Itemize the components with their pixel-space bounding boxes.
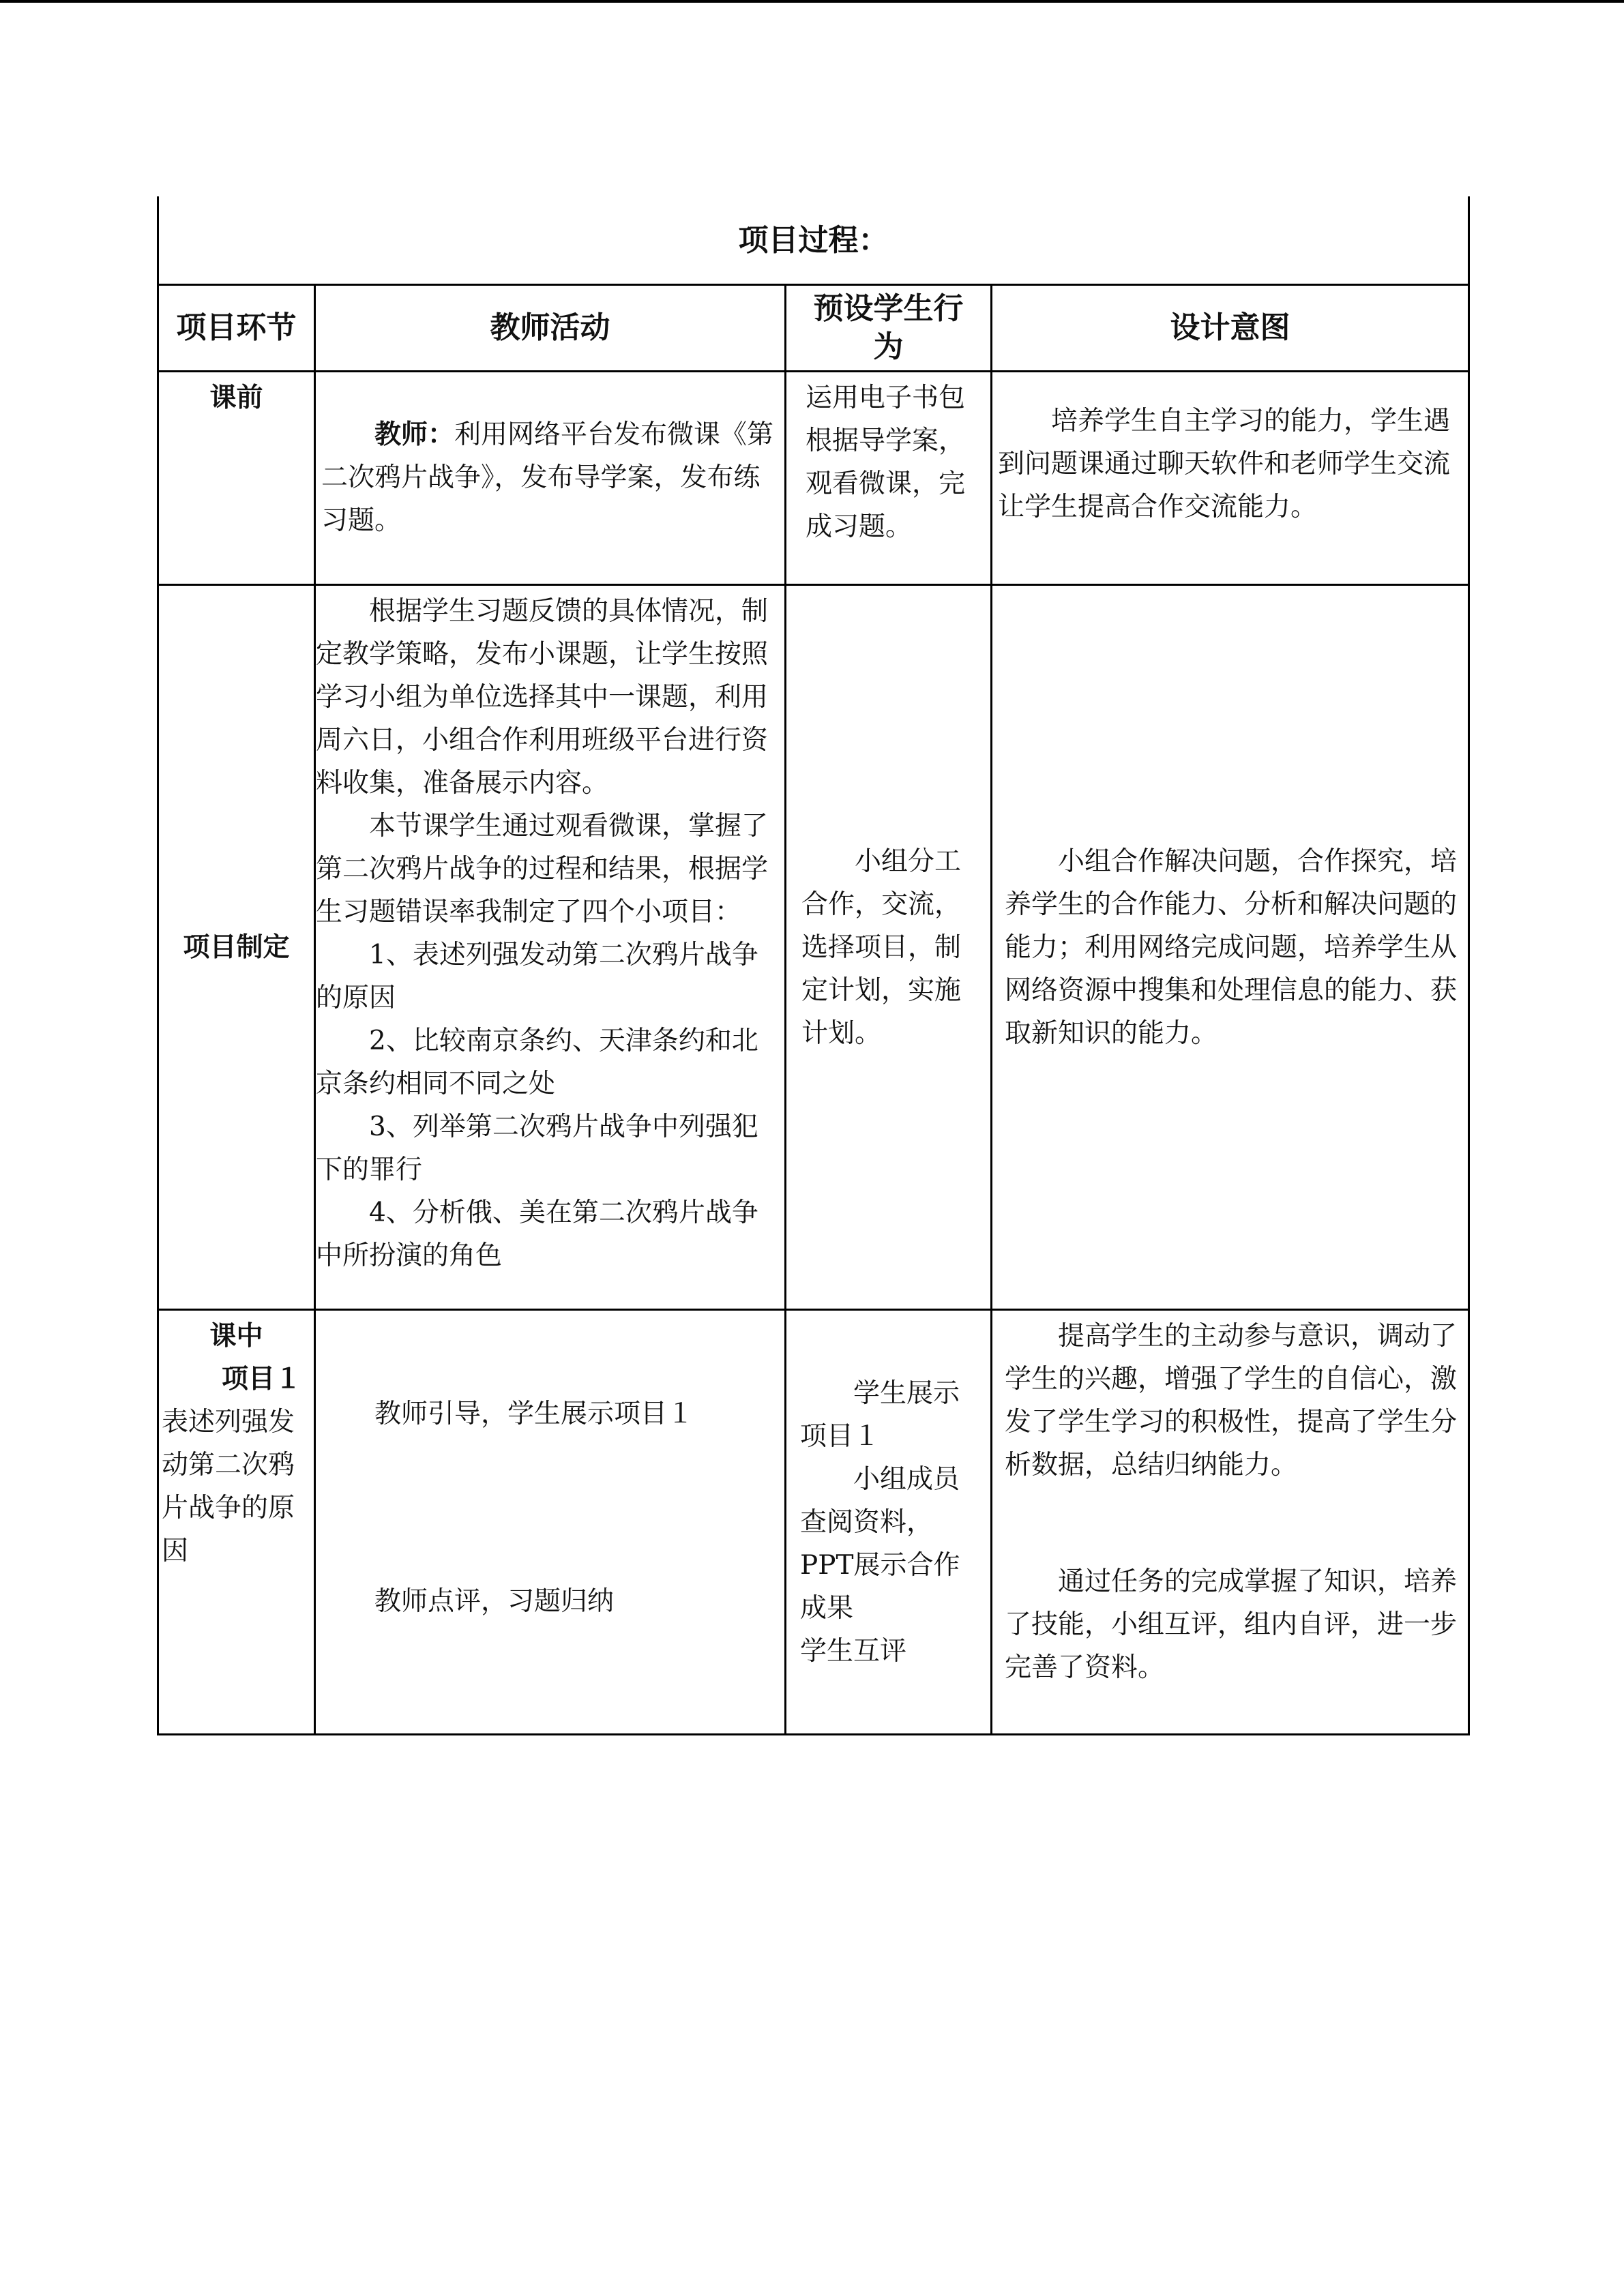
stage-cell [158,1310,315,1735]
teacher-cell [315,372,786,585]
table-title: 项目过程： [158,196,1469,285]
header-student-behavior: 预设学生行 为 [786,285,992,372]
header-stage: 项目环节 [158,285,315,372]
student-cell [786,1310,992,1735]
title-row [158,196,1469,285]
project-item-1: 1、表述列强发动第二次鸦片战争的原因 [316,940,758,1013]
intent-text: 小组合作解决问题，合作探究，培养学生的合作能力、分析和解决问题的能力；利用网络完成问题，培养学生从网络资源中搜集和处理信息的能力、获取新知识的能力。 [1005,846,1458,1049]
stage-label-line-2: 项目１ [222,1364,302,1395]
project-item-4: 4、分析俄、美在第二次鸦片战争中所扮演的角色 [316,1197,758,1271]
teacher-paragraph-2: 本节课学生通过观看微课，掌握了第二次鸦片战争的过程和结果，根据学生习题错误率我制定了四个小项目： [316,811,769,927]
teacher-guide-text: 教师引导，学生展示项目１ [374,1399,694,1429]
teacher-cell [315,1310,786,1735]
header-teacher-activity: 教师活动 [315,285,786,372]
intent-text-1: 提高学生的主动参与意识，调动了学生的兴趣，增强了学生的自信心，激发了学生学习的积极性，提高了学生分析数据，总结归纳能力。 [1005,1321,1458,1480]
teacher-cell [315,585,786,1310]
table-row-project-planning [158,585,1469,1310]
student-text: 运用电子书包根据导学案，观看微课，完成习题。 [806,383,966,542]
teacher-label: 教师： [374,419,455,450]
intent-text: 培养学生自主学习的能力，学生遇到问题课通过聊天软件和老师学生交流让学生提高合作交流能力。 [998,406,1451,522]
stage-label: 课前 [209,383,263,413]
student-text: 小组分工合作，交流，选择项目，制定计划，实施计划。 [801,846,962,1049]
project-item-3: 3、列举第二次鸦片战争中列强犯下的罪行 [316,1112,758,1185]
teacher-review-text: 教师点评，习题归纳 [374,1586,615,1617]
teacher-text [321,413,779,542]
intent-cell [992,372,1469,585]
student-cell [786,372,992,585]
page-top-border [0,0,1624,3]
student-research-text: 小组成员查阅资料，PPT展示合作成果 [800,1464,960,1624]
student-cell [786,585,992,1310]
lesson-process-table [157,196,1470,1735]
stage-cell [158,585,315,1310]
project-item-2: 2、比较南京条约、天津条约和北京条约相同不同之处 [316,1026,758,1099]
stage-label: 项目制定 [183,931,290,963]
header-design-intent: 设计意图 [992,285,1469,372]
header-row [158,285,1469,372]
table-row-pre-class [158,372,1469,585]
intent-cell [992,585,1469,1310]
student-show-text: 学生展示项目１ [800,1378,960,1452]
teacher-content: 利用网络平台发布微课《第二次鸦片战争》，发布导学案，发布练习题。 [321,419,774,536]
stage-label-line-3: 表述列强发动第二次鸦片战争的原因 [162,1407,295,1566]
stage-cell [158,372,315,585]
teacher-paragraph-1: 根据学生习题反馈的具体情况，制定教学策略，发布小课题，让学生按照学习小组为单位选择其中一课题，利用周六日，小组合作利用班级平台进行资料收集，准备展示内容。 [316,596,769,799]
intent-cell [992,1310,1469,1735]
stage-label-line-1: 课中 [209,1321,263,1352]
table-row-in-class-project-1 [158,1310,1469,1735]
intent-text-2: 通过任务的完成掌握了知识，培养了技能，小组互评，组内自评，进一步完善了资料。 [1005,1566,1458,1683]
student-peer-review-text: 学生互评 [800,1636,907,1667]
